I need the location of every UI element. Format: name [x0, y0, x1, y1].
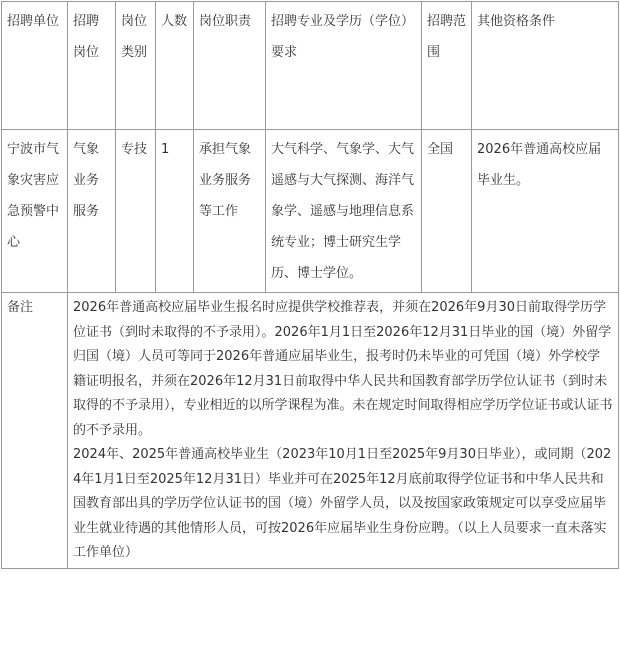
cell-category: 专技	[116, 130, 156, 293]
header-category: 岗位类别	[116, 2, 156, 130]
header-duties: 岗位职责	[194, 2, 266, 130]
cell-duties: 承担气象业务服务等工作	[194, 130, 266, 293]
notes-label: 备注	[2, 293, 68, 569]
notes-paragraph-1: 2026年普通高校应届毕业生报名时应提供学校推荐表，并须在2026年9月30日前取得学历学位证书（到时未取得的不予录用）。2026年1月1日至2026年12月31日毕业的国（境）外留学归国（境）人员可等同于2026年普通应届毕业生，报考时仍未毕业的可凭国（境）外学校学籍证明报名，并须在2026年12月31日前取得中华人民共和国教育部学历学位认证书（到时未取得的不予录用），专业相近的以所学课程为准。未在规定时间取得相应学历学位证书或认证书的不予录用。	[73, 300, 613, 438]
table-header-row	[2, 2, 619, 130]
notes-content	[68, 293, 619, 569]
cell-scope: 全国	[422, 130, 472, 293]
cell-count: 1	[156, 130, 194, 293]
header-position: 招聘岗位	[68, 2, 116, 130]
header-count: 人数	[156, 2, 194, 130]
notes-row	[2, 293, 619, 569]
header-other: 其他资格条件	[472, 2, 619, 130]
cell-requirements: 大气科学、气象学、大气遥感与大气探测、海洋气象学、遥感与地理信息系统专业；博士研究生学历、博士学位。	[266, 130, 422, 293]
cell-other: 2026年普通高校应届毕业生。	[472, 130, 619, 293]
header-requirements: 招聘专业及学历（学位）要求	[266, 2, 422, 130]
header-unit: 招聘单位	[2, 2, 68, 130]
header-scope: 招聘范围	[422, 2, 472, 130]
table-row	[2, 130, 619, 293]
notes-paragraph-2: 2024年、2025年普通高校毕业生（2023年10月1日至2025年9月30日毕业），或同期（2024年1月1日至2025年12月31日）毕业并可在2025年12月底前取得学位证书和中华人民共和国教育部出具的学历学位认证书的国（境）外留学人员，以及按国家政策规定可以享受应届毕业生就业待遇的其他情形人员，可按2026年应届毕业生身份应聘。（以上人员要求一直未落实工作单位）	[73, 447, 612, 560]
cell-position: 气象业务服务	[68, 130, 116, 293]
recruitment-table	[1, 1, 619, 569]
cell-unit: 宁波市气象灾害应急预警中心	[2, 130, 68, 293]
